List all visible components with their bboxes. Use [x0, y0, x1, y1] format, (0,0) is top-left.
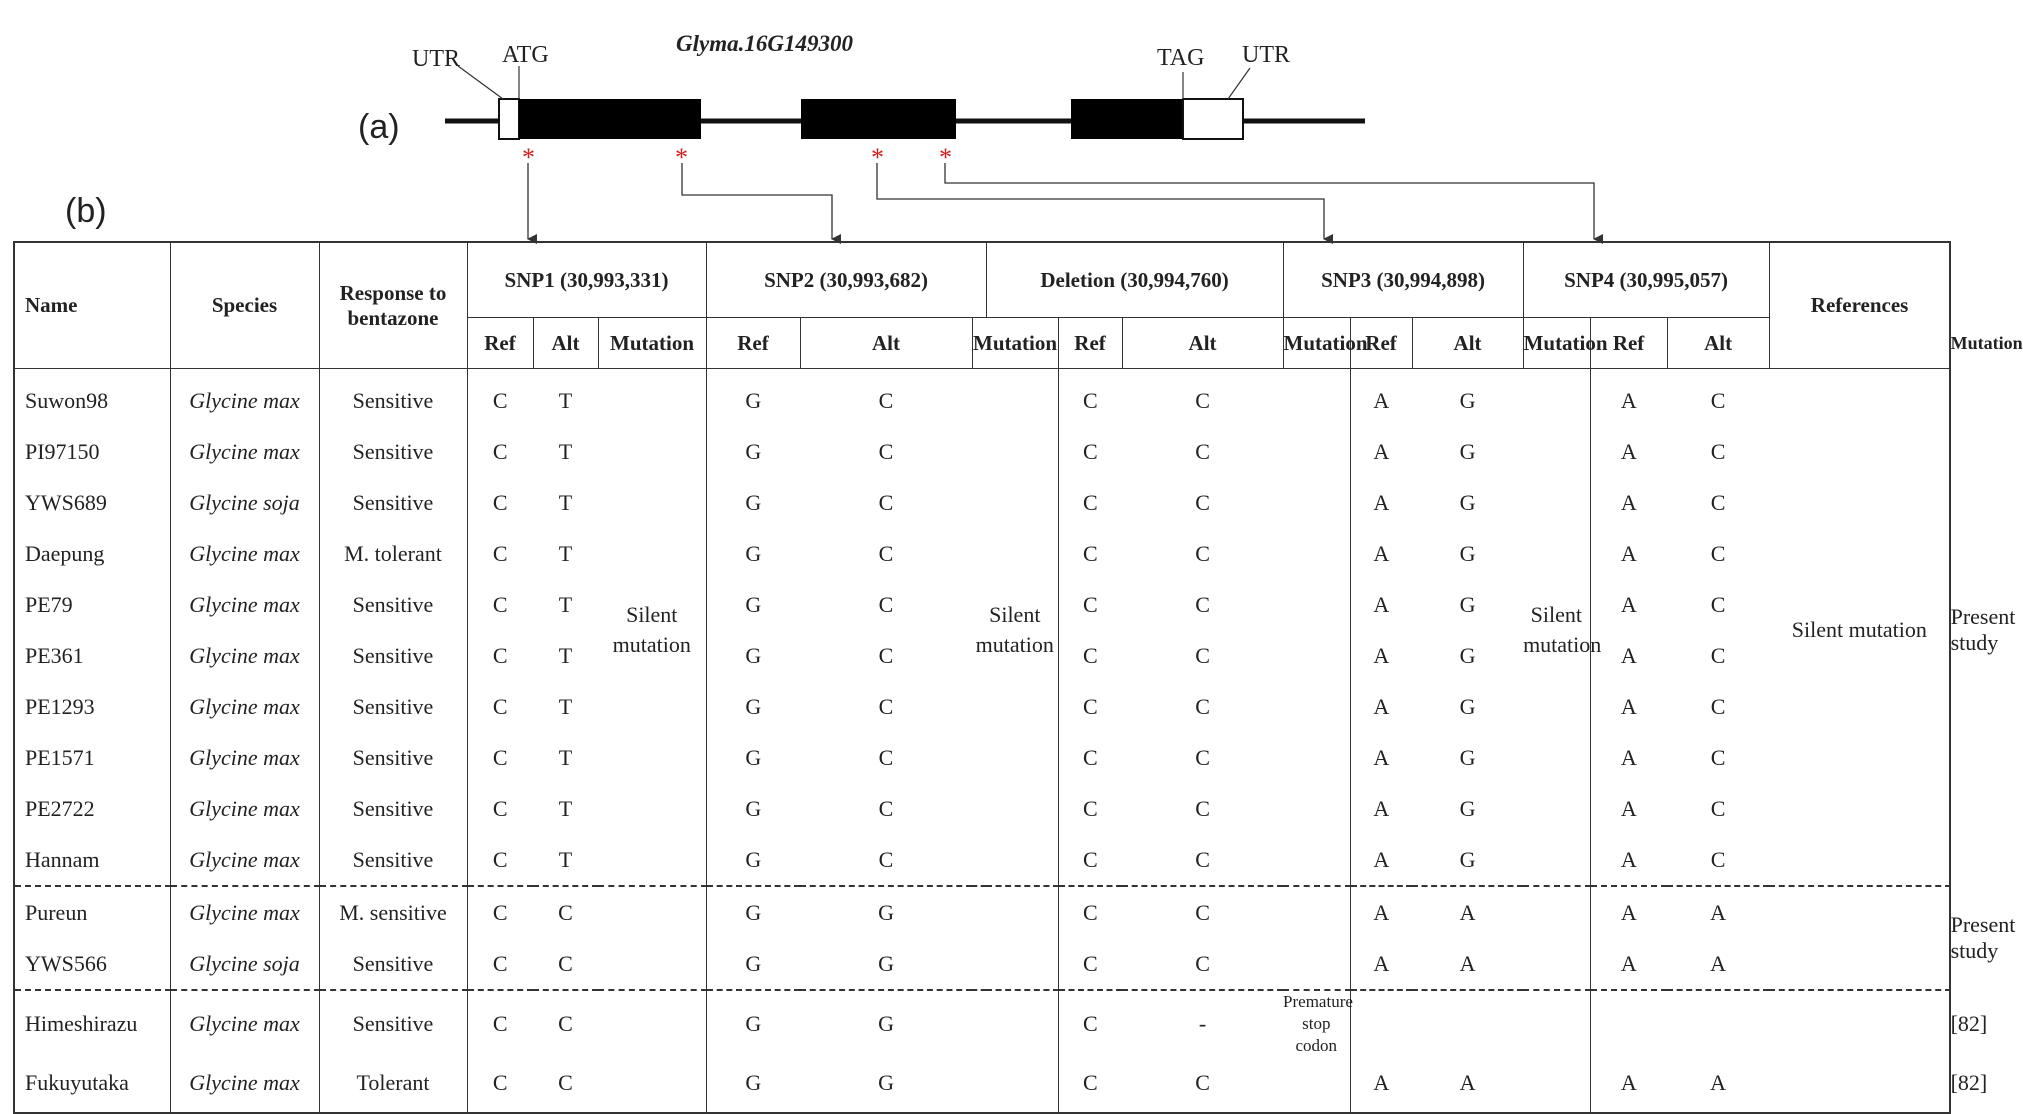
snp3-mutation-cell: [1523, 886, 1590, 938]
snp2-alt-cell: C: [878, 438, 894, 464]
cultivar-name: PE1571: [14, 732, 170, 783]
response-cell: Sensitive: [319, 369, 467, 427]
del-mutation-cell: [1283, 477, 1350, 528]
snp1-ref-cell: C: [467, 834, 533, 886]
snp1-alt-cell: T: [558, 642, 573, 668]
utr-right-label: UTR: [1242, 42, 1290, 68]
del-alt-cell: C: [1195, 693, 1210, 719]
del-ref-cell: C: [1082, 846, 1098, 872]
del-mutation-cell: [1283, 1057, 1350, 1113]
snp1-mutation-cell: [598, 1057, 706, 1113]
response-cell: M. sensitive: [319, 886, 467, 938]
snp1-ref-cell: C: [467, 732, 533, 783]
response-cell: Sensitive: [319, 630, 467, 681]
header-deletion: Deletion (30,994,760): [986, 242, 1283, 318]
snp3-ref-cell: A: [1373, 387, 1390, 413]
del-mutation-cell: [1283, 681, 1350, 732]
gene-name-label: Glyma.16G149300: [676, 31, 853, 56]
snp4-alt-cell: C: [1710, 489, 1726, 515]
snp3-ref-cell: A: [1373, 1069, 1390, 1095]
snp4-alt-cell: A: [1667, 886, 1769, 938]
snp2-ref-cell: G: [745, 387, 762, 413]
del-ref-cell: C: [1082, 950, 1098, 976]
del-mutation-cell: [1283, 579, 1350, 630]
snp4-ref-cell: A: [1620, 438, 1637, 464]
snp2-alt-cell: C: [878, 795, 894, 821]
snp1-ref-cell: C: [467, 990, 533, 1057]
snp4-ref-cell: A: [1620, 591, 1637, 617]
snp4-alt-cell: C: [1710, 795, 1726, 821]
snp1-ref-cell: C: [467, 886, 533, 938]
gene-structure-diagram: [0, 0, 1961, 245]
snp2-ref-cell: G: [745, 489, 762, 515]
snp4-ref-header: Ref: [1590, 318, 1667, 369]
snp4-mutation-cell: [1769, 990, 1950, 1057]
snp2-ref-cell: G: [745, 693, 762, 719]
table-row: Himeshirazu Glycine max Sensitive C C G G C - Premature stop codon [82]: [14, 990, 1950, 1057]
exon-2: [801, 99, 956, 139]
header-snp1: SNP1 (30,993,331): [467, 242, 706, 318]
snp2-alt-cell: C: [878, 693, 894, 719]
snp2-mutation-header: Mutation: [972, 318, 1058, 369]
del-alt-cell: C: [1195, 438, 1210, 464]
snp1-ref-cell: C: [467, 426, 533, 477]
snp1-ref-cell: C: [467, 369, 533, 427]
snp1-mutation-cell: Silent mutation: [598, 369, 706, 887]
cultivar-name: PE79: [14, 579, 170, 630]
del-alt-cell: C: [1195, 489, 1210, 515]
snp4-ref-cell: A: [1620, 642, 1637, 668]
snp-table-body: [14, 369, 2016, 1114]
snp1-alt-cell: T: [558, 489, 573, 515]
snp3-alt-cell: G: [1459, 489, 1476, 515]
utr-5prime-box: [499, 99, 519, 139]
snp2-mutation-cell: [972, 886, 1058, 938]
snp3-mutation-cell: [1523, 938, 1590, 990]
snp4-mutation-cell: Silent mutation: [1769, 369, 1950, 887]
del-alt-cell: -: [1122, 990, 1283, 1057]
snp3-alt-cell: G: [1459, 795, 1476, 821]
snp4-ref-cell: A: [1620, 387, 1637, 413]
snp4-ref-cell: A: [1620, 540, 1637, 566]
snp3-alt-cell: G: [1459, 693, 1476, 719]
del-mutation-cell: [1283, 834, 1350, 886]
del-alt-cell: C: [1195, 591, 1210, 617]
snp2-ref-cell: G: [745, 950, 762, 976]
snp2-mutation-cell: Silent mutation: [972, 369, 1058, 887]
utr-right-leader: [1228, 68, 1250, 99]
header-snp2: SNP2 (30,993,682): [706, 242, 986, 318]
snp3-alt-cell: G: [1459, 744, 1476, 770]
snp3-ref-cell: A: [1373, 642, 1390, 668]
atg-label: ATG: [502, 42, 549, 68]
snp2-ref-cell: G: [745, 795, 762, 821]
response-cell: Sensitive: [319, 783, 467, 834]
snp1-alt-cell: T: [558, 387, 573, 413]
del-alt-cell: C: [1195, 795, 1210, 821]
tag-label: TAG: [1157, 45, 1205, 71]
del-alt-cell: C: [1195, 642, 1210, 668]
snp1-alt-cell: C: [533, 990, 598, 1057]
snp3-alt-cell: A: [1459, 950, 1476, 976]
response-cell: Sensitive: [319, 990, 467, 1057]
snp1-ref-cell: C: [467, 579, 533, 630]
snp2-alt-cell: C: [878, 846, 894, 872]
panel-b-label: (b): [65, 192, 107, 230]
cultivar-name: Daepung: [14, 528, 170, 579]
snp2-alt-cell: C: [878, 744, 894, 770]
del-alt-cell: C: [1195, 387, 1210, 413]
snp4-marker: *: [939, 143, 952, 172]
snp1-ref-cell: C: [467, 528, 533, 579]
del-alt-cell: C: [1195, 744, 1210, 770]
snp3-alt-cell: G: [1459, 846, 1476, 872]
snp1-mutation-header: Mutation: [598, 318, 706, 369]
snp1-ref-cell: C: [467, 630, 533, 681]
cultivar-name: YWS689: [14, 477, 170, 528]
exon-1: [519, 99, 701, 139]
species-cell: Glycine max: [170, 1057, 319, 1113]
response-cell: Sensitive: [319, 834, 467, 886]
del-ref-cell: C: [1082, 642, 1098, 668]
snp2-ref-cell: G: [745, 846, 762, 872]
header-species: Species: [170, 242, 319, 369]
snp4-alt-header: Alt: [1667, 318, 1769, 369]
snp1-ref-cell: C: [467, 477, 533, 528]
snp3-marker: *: [871, 143, 884, 172]
snp4-alt-cell: [1667, 990, 1769, 1057]
snp4-alt-cell: C: [1710, 540, 1726, 566]
cultivar-name: PE2722: [14, 783, 170, 834]
species-cell: Glycine max: [170, 732, 319, 783]
response-cell: Sensitive: [319, 938, 467, 990]
snp2-alt-cell: C: [878, 540, 894, 566]
del-mutation-cell: [1283, 886, 1350, 938]
snp1-alt-cell: T: [558, 591, 573, 617]
header-references: References: [1769, 242, 1950, 369]
snp3-ref-cell: A: [1350, 886, 1412, 938]
table-row: Pureun Glycine max M. sensitive C C G G C C A A A A Present study: [14, 886, 1950, 938]
cultivar-name: YWS566: [14, 938, 170, 990]
response-cell: M. tolerant: [319, 528, 467, 579]
snp3-alt-cell: G: [1459, 540, 1476, 566]
snp1-alt-header: Alt: [533, 318, 598, 369]
panel-a-label: (a): [358, 108, 400, 146]
snp3-alt-cell: G: [1459, 591, 1476, 617]
snp2-alt-cell: G: [878, 1069, 894, 1095]
snp4-alt-cell: C: [1710, 591, 1726, 617]
snp4-alt-cell: C: [1710, 387, 1726, 413]
header-name: Name: [14, 242, 170, 369]
snp1-alt-cell: T: [558, 846, 573, 872]
snp4-alt-cell: C: [1710, 642, 1726, 668]
snp3-ref-cell: A: [1373, 744, 1390, 770]
snp3-alt-cell: G: [1459, 387, 1476, 413]
snp3-alt-cell: G: [1459, 438, 1476, 464]
snp4-ref-cell: A: [1620, 693, 1637, 719]
snp1-alt-cell: C: [558, 1069, 573, 1095]
snp1-alt-cell: T: [558, 693, 573, 719]
snp3-alt-cell: [1412, 990, 1523, 1057]
snp2-ref-cell: G: [745, 642, 762, 668]
snp2-ref-cell: G: [745, 540, 762, 566]
species-cell: Glycine max: [170, 681, 319, 732]
snp2-alt-cell: G: [878, 950, 894, 976]
snp3-ref-cell: A: [1373, 693, 1390, 719]
snp4-mutation-cell: [1769, 886, 1950, 938]
utr-3prime-box: [1183, 99, 1243, 139]
snp3-ref-cell: A: [1373, 950, 1390, 976]
snp4-mutation-cell: [1769, 1057, 1950, 1113]
snp3-alt-cell: G: [1459, 642, 1476, 668]
del-alt-header: Alt: [1122, 318, 1283, 369]
cultivar-name: Himeshirazu: [14, 990, 170, 1057]
snp2-alt-cell: G: [800, 990, 972, 1057]
cultivar-name: PE1293: [14, 681, 170, 732]
table-row: [14, 938, 1950, 990]
del-mutation-cell: Premature stop codon: [1283, 990, 1350, 1057]
snp3-mutation-cell: [1523, 1057, 1590, 1113]
snp4-ref-cell: [1590, 990, 1667, 1057]
del-ref-cell: C: [1082, 1069, 1098, 1095]
snp1-mutation-cell: [598, 990, 706, 1057]
del-alt-cell: C: [1195, 950, 1210, 976]
del-ref-cell: C: [1058, 990, 1122, 1057]
snp2-ref-cell: G: [745, 744, 762, 770]
snp3-ref-cell: A: [1373, 540, 1390, 566]
exon-3: [1071, 99, 1183, 139]
snp2-ref-cell: G: [706, 990, 800, 1057]
cultivar-name: Fukuyutaka: [14, 1057, 170, 1113]
snp2-alt-header: Alt: [800, 318, 972, 369]
snp2-ref-cell: G: [745, 1069, 762, 1095]
del-alt-cell: C: [1195, 540, 1210, 566]
snp1-marker: *: [522, 143, 535, 172]
snp2-mutation-cell: [972, 990, 1058, 1057]
cultivar-name: Suwon98: [14, 369, 170, 427]
snp1-alt-cell: T: [558, 540, 573, 566]
snp3-ref-cell: A: [1373, 846, 1390, 872]
snp4-ref-cell: A: [1620, 846, 1637, 872]
snp2-mutation-cell: [972, 938, 1058, 990]
cultivar-name: Pureun: [14, 886, 170, 938]
response-cell: Sensitive: [319, 579, 467, 630]
del-ref-cell: C: [1082, 795, 1098, 821]
snp2-marker: *: [675, 143, 688, 172]
snp4-ref-cell: A: [1620, 795, 1637, 821]
snp2-ref-cell: G: [745, 591, 762, 617]
snp3-ref-cell: A: [1373, 795, 1390, 821]
snp1-mutation-cell: [598, 938, 706, 990]
cultivar-name: Hannam: [14, 834, 170, 886]
snp4-alt-cell: C: [1710, 846, 1726, 872]
species-cell: Glycine max: [170, 990, 319, 1057]
snp2-mutation-cell: [972, 1057, 1058, 1113]
del-mutation-cell: [1283, 369, 1350, 427]
snp4-ref-cell: A: [1590, 886, 1667, 938]
snp4-ref-cell: A: [1620, 744, 1637, 770]
cultivar-name: PE361: [14, 630, 170, 681]
del-mutation-header: Mutation: [1283, 318, 1350, 369]
snp1-alt-cell: C: [533, 886, 598, 938]
del-alt-cell: C: [1122, 886, 1283, 938]
snp3-alt-header: Alt: [1412, 318, 1523, 369]
del-ref-cell: C: [1082, 693, 1098, 719]
response-cell: Sensitive: [319, 426, 467, 477]
response-cell: Sensitive: [319, 681, 467, 732]
del-mutation-cell: [1283, 783, 1350, 834]
snp2-alt-cell: C: [878, 489, 894, 515]
del-ref-cell: C: [1082, 591, 1098, 617]
del-mutation-cell: [1283, 732, 1350, 783]
snp3-mutation-cell: [1523, 990, 1590, 1057]
snp2-ref-cell: G: [745, 438, 762, 464]
response-cell: Tolerant: [319, 1057, 467, 1113]
species-cell: Glycine max: [170, 834, 319, 886]
utr-left-label: UTR: [412, 46, 460, 72]
snp3-ref-cell: A: [1373, 591, 1390, 617]
snp3-mutation-header: Mutation: [1523, 318, 1590, 369]
table-row: Fukuyutaka Glycine max Tolerant C C G G C C A A A A [82]: [14, 1057, 1950, 1113]
del-ref-cell: C: [1082, 438, 1098, 464]
snp3-ref-cell: A: [1373, 438, 1390, 464]
snp4-mutation-cell: [1769, 938, 1950, 990]
species-cell: Glycine max: [170, 783, 319, 834]
snp4-ref-cell: A: [1620, 489, 1637, 515]
species-cell: Glycine max: [170, 630, 319, 681]
snp4-alt-cell: A: [1710, 950, 1727, 976]
snp4-connector: [945, 163, 1594, 239]
header-response: Response to bentazone: [319, 242, 467, 369]
species-cell: Glycine max: [170, 579, 319, 630]
del-ref-cell: C: [1082, 744, 1098, 770]
snp1-ref-cell: C: [467, 938, 533, 990]
del-ref-cell: C: [1082, 387, 1098, 413]
snp2-ref-header: Ref: [706, 318, 800, 369]
snp3-alt-cell: A: [1412, 886, 1523, 938]
snp1-mutation-cell: [598, 886, 706, 938]
snp2-alt-cell: C: [878, 642, 894, 668]
snp1-alt-cell: C: [558, 950, 573, 976]
snp1-ref-cell: C: [467, 681, 533, 732]
species-cell: Glycine soja: [170, 477, 319, 528]
response-cell: Sensitive: [319, 477, 467, 528]
del-ref-cell: C: [1082, 489, 1098, 515]
snp1-ref-cell: C: [467, 783, 533, 834]
header-snp3: SNP3 (30,994,898): [1283, 242, 1523, 318]
snp4-alt-cell: C: [1710, 693, 1726, 719]
species-cell: Glycine max: [170, 369, 319, 427]
snp4-ref-cell: A: [1620, 950, 1637, 976]
snp1-ref-cell: C: [467, 1057, 533, 1113]
header-snp4: SNP4 (30,995,057): [1523, 242, 1769, 318]
del-ref-cell: C: [1082, 540, 1098, 566]
del-mutation-cell: [1283, 528, 1350, 579]
species-cell: Glycine max: [170, 886, 319, 938]
snp2-alt-cell: G: [800, 886, 972, 938]
del-alt-cell: C: [1195, 1069, 1210, 1095]
snp2-alt-cell: C: [878, 387, 894, 413]
del-ref-header: Ref: [1058, 318, 1122, 369]
snp3-connector: [877, 163, 1324, 239]
del-alt-cell: C: [1195, 846, 1210, 872]
species-cell: Glycine soja: [170, 938, 319, 990]
snp4-alt-cell: C: [1710, 744, 1726, 770]
snp1-ref-header: Ref: [467, 318, 533, 369]
snp1-alt-cell: T: [558, 744, 573, 770]
del-ref-cell: C: [1058, 886, 1122, 938]
snp1-alt-cell: T: [558, 795, 573, 821]
snp-table: Name Species Response to bentazone SNP1 (30,993,331) SNP2 (30,993,682) Deletion (30,994,760) SNP3 (30,994,898) SNP4 (30,995,057) References Ref Alt Mutation Ref Alt Mutation Ref Alt Mutation Ref Alt Mutation Ref Alt Mutation Suwon98 Glycine max Sensitive C T Silent mutation G C Silent mutation C C A G Silent mutation A C Silent mutation Present study PI97150 Glycine max Sensitive C T G C C C A G A C YWS689 Glycine soja Sensitive C T G C C C A G A C Daepung Glycine max M. tolerant C T G C C C A G A C PE79 Glycine max Sensitive C T G C C C A G A C PE361 Glycine max Sensitive C T G C C C A G A C PE1293 Glycine max Sensitive C T G C C C A G A C PE1571 Glycine max Sensitive C T G C C C A G A C PE2722 Glycine max Sensitive C T G C C C A G A C Hannam Glycine max Sensitive C T G C C C A G A C Pureun Glycine max M. sensitive C C G G C C A A A A Present study YWS566 Glycine soja Sensitive C C G G C C A A A A Himeshirazu Glycine max Sensitive C C G G C - Premature stop codon [82] Fukuyutaka Glycine max Tolerant C C G G C C A A A A [82]: [13, 241, 1951, 1114]
snp3-ref-header: Ref: [1350, 318, 1412, 369]
snp-table-container: [13, 241, 2023, 1095]
snp2-connector: [682, 163, 832, 239]
del-mutation-cell: [1283, 426, 1350, 477]
snp3-ref-cell: A: [1373, 489, 1390, 515]
response-cell: Sensitive: [319, 732, 467, 783]
snp3-ref-cell: [1350, 990, 1412, 1057]
utr-left-leader: [458, 66, 503, 99]
species-cell: Glycine max: [170, 426, 319, 477]
cultivar-name: PI97150: [14, 426, 170, 477]
snp4-alt-cell: C: [1710, 438, 1726, 464]
snp2-alt-cell: C: [878, 591, 894, 617]
snp3-alt-cell: A: [1459, 1069, 1476, 1095]
snp4-ref-cell: A: [1620, 1069, 1637, 1095]
snp1-alt-cell: T: [558, 438, 573, 464]
snp4-alt-cell: A: [1710, 1069, 1727, 1095]
table-row: Suwon98 Glycine max Sensitive C T Silent mutation G C Silent mutation C C A G Silent mutation A C Silent mutation Present study: [14, 369, 1950, 427]
snp3-mutation-cell: Silent mutation: [1523, 369, 1590, 887]
species-cell: Glycine max: [170, 528, 319, 579]
del-mutation-cell: [1283, 630, 1350, 681]
snp2-ref-cell: G: [706, 886, 800, 938]
del-mutation-cell: [1283, 938, 1350, 990]
